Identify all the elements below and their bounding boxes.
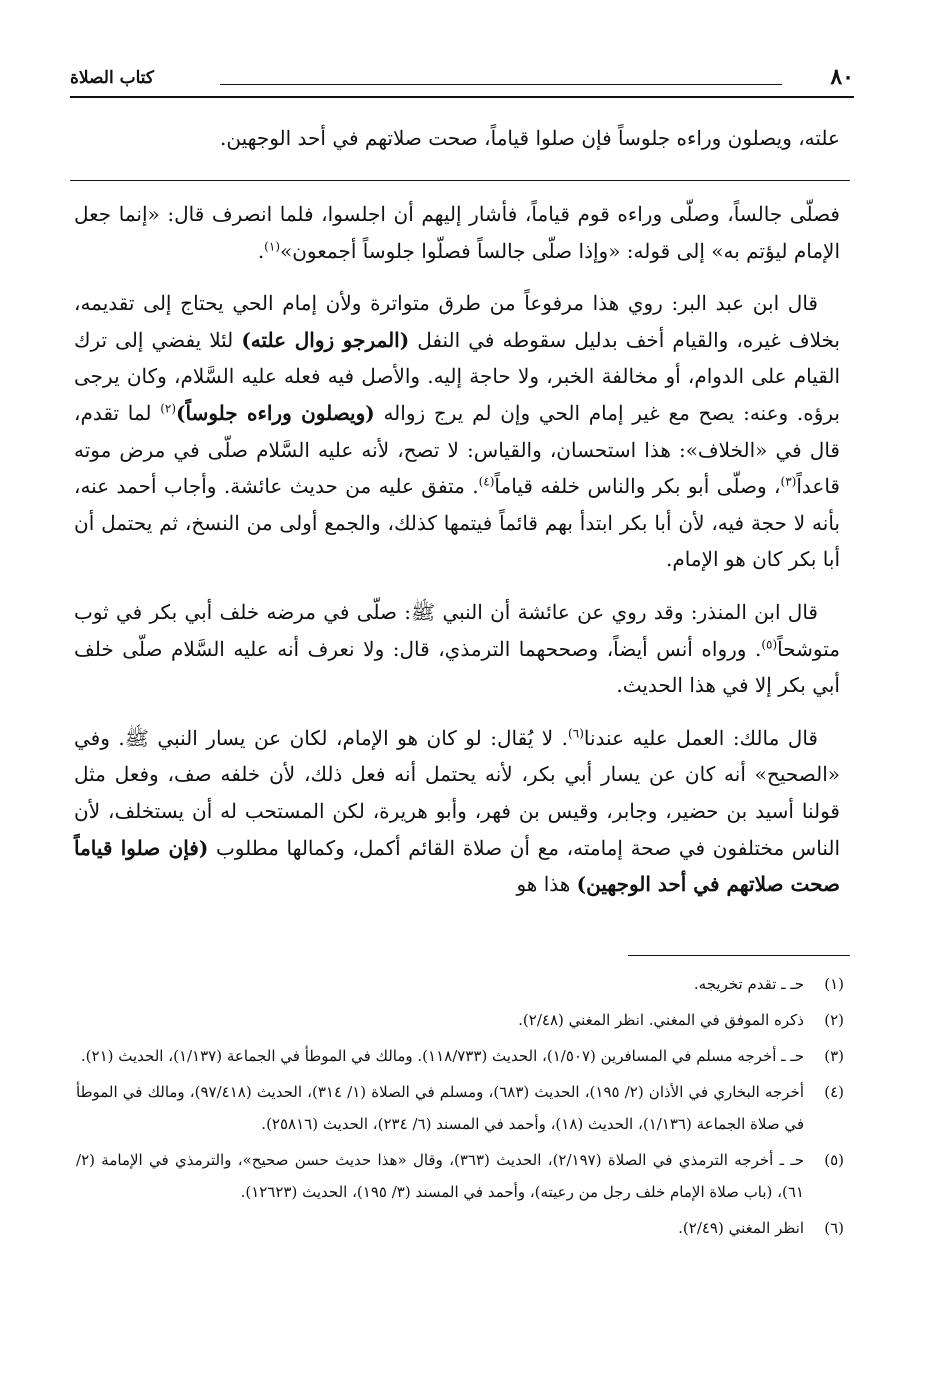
footnote-number: (٣) — [824, 1047, 844, 1065]
paragraph-1 — [74, 196, 840, 269]
footnotes — [76, 968, 844, 1244]
footnote-text: حـ ـ أخرجه مسلم في المسافرين (١/٥٠٧)، الحديث (١١٨/٧٣٣). ومالك في الموطأ في الجماعة (١/١٣٧)، الحديث (٢١). — [80, 1047, 804, 1065]
paragraph-3 — [74, 594, 840, 704]
footnote-ref-1[interactable]: (١) — [264, 238, 280, 253]
page-number: ٨٠ — [830, 64, 854, 90]
footnote-ref-3[interactable]: (٣) — [780, 474, 797, 489]
footnote-ref-4[interactable]: (٤) — [478, 474, 495, 489]
footnote-number: (٥) — [824, 1151, 844, 1169]
footnote-number: (٦) — [824, 1219, 844, 1237]
paragraph-text: قال مالك: العمل عليه عندنا — [583, 725, 818, 750]
paragraph-text: قال ابن المنذر: وقد روي عن عائشة أن النبي ﷺ: صلّى في مرضه خلف أبي بكر في ثوب متوشحاً — [74, 599, 840, 661]
footnote-item — [76, 1040, 844, 1072]
page-header — [70, 62, 854, 96]
footnote-item — [76, 1076, 844, 1140]
bold-matn-quote: (المرجو زوال علته) — [241, 327, 410, 352]
footnote-number: (٢) — [824, 1011, 844, 1029]
footnote-text: انظر المغني (٢/٤٩). — [678, 1219, 804, 1237]
footnote-number: (١) — [824, 975, 844, 993]
footnote-text: أخرجه البخاري في الأذان (٢/ ١٩٥)، الحديث (٦٨٣)، ومسلم في الصلاة (١/ ٣١٤)، الحديث (٩٧/٤١٨)، ومالك في الموطأ في صلاة الجماعة (١/١٣٦)، الحديث (١٨)، وأحمد في المسند (٦/ ٢٣٤)، الحديث (٢٥٨١٦). — [76, 1083, 804, 1133]
paragraph-4 — [74, 720, 840, 903]
footnote-item — [76, 968, 844, 1000]
carried-matn-line — [74, 118, 840, 158]
paragraph-text: هذا هو — [516, 872, 577, 897]
commentary-body — [74, 196, 840, 903]
bold-matn-quote: (ويصلون وراءه جلوساً) — [176, 400, 375, 425]
footnote-text: ذكره الموفق في المغني. انظر المغني (٢/٤٨). — [518, 1011, 804, 1029]
paragraph-text: لئلا يفضي إلى ترك القيام على الدوام، أو مخالفة الخبر، ولا حاجة إليه. والأصل فيه فعله عليه السَّلام، وكان يرجى برؤه. وعنه: يصح مع غير إمام الحي وإن لم يرج زواله — [74, 327, 840, 425]
footnote-ref-6[interactable]: (٦) — [568, 726, 584, 741]
header-bottom-rule — [70, 96, 854, 98]
footnote-ref-2[interactable]: (٢) — [160, 401, 177, 416]
paragraph-text: . لا يُقال: لو كان هو الإمام، لكان عن يسار النبي ﷺ. وفي «الصحيح» أنه كان عن يسار أبي بكر، لأنه يحتمل أنه فعل ذلك، لأن خلفه صف، وفعل مثل قولنا أسيد بن حضير، وجابر، وقيس بن فهر، وأبو هريرة، لكن المستحب له أن يستخلف، لأن الناس مختلفون في صحة إمامته، مع أن صلاة القائم أكمل، وكمالها مطلوب — [74, 725, 841, 860]
running-title: كتاب الصلاة — [70, 68, 155, 88]
footnote-text: حـ ـ أخرجه الترمذي في الصلاة (٢/١٩٧)، الحديث (٣٦٣)، وقال «هذا حديث حسن صحيح»، والترمذي في الإمامة (٢/ ٦١)، (باب صلاة الإمام خلف رجل من رعيته)، وأحمد في المسند (٣/ ١٩٥)، الحديث (١٢٦٢٣). — [76, 1151, 804, 1201]
footnote-item — [76, 1144, 844, 1208]
footnote-item — [76, 1004, 844, 1036]
footnote-number: (٤) — [824, 1083, 844, 1101]
header-rule — [220, 84, 782, 85]
matn-commentary-separator — [70, 180, 850, 181]
footnote-ref-5[interactable]: (٥) — [761, 636, 778, 651]
paragraph-text: ، وصلّى أبو بكر والناس خلفه قياماً — [494, 474, 781, 499]
paragraph-2 — [74, 285, 840, 578]
bold-matn-quote: (فإن صلوا قياماً صحت صلاتهم في أحد الوجهين) — [74, 835, 840, 897]
paragraph-text: فصلّى جالساً، وصلّى وراءه قوم قياماً، فأشار إليهم أن اجلسوا، فلما انصرف قال: «إنما جعل الإمام ليؤتم به» إلى قوله: «وإذا صلّى جالساً فصلّوا جلوساً أجمعون» — [74, 202, 840, 263]
paragraph-text: . ورواه أنس أيضاً، وصححهما الترمذي، قال: ولا نعرف أنه عليه السَّلام صلّى خلف أبي بكر إلا في هذا الحديث. — [74, 636, 840, 698]
paragraph-text: لما تقدم، قال في «الخلاف»: هذا استحسان، والقياس: لا تصح، لأنه عليه السَّلام صلّى في مرض موته قاعداً — [74, 400, 840, 499]
footnote-text: حـ ـ تقدم تخريجه. — [693, 975, 804, 993]
footnote-separator — [628, 955, 850, 956]
paragraph-text: . — [257, 238, 265, 263]
paragraph-text: قال ابن عبد البر: روي هذا مرفوعاً من طرق متواترة ولأن إمام الحي يحتاج إلى تقديمه، بخلاف غيره، والقيام أخف بدليل سقوطه في النفل — [74, 291, 840, 352]
matn-text: علته، ويصلون وراءه جلوساً فإن صلوا قياماً، صحت صلاتهم في أحد الوجهين. — [220, 126, 840, 150]
paragraph-text: . متفق عليه من حديث عائشة. وأجاب أحمد عنه، بأنه لا حجة فيه، لأن أبا بكر ابتدأ بهم قائماً فيتمها كذلك، والجمع أولى من النسخ، ثم يحتمل أن أبا بكر كان هو الإمام. — [74, 474, 840, 572]
footnote-item — [76, 1212, 844, 1244]
